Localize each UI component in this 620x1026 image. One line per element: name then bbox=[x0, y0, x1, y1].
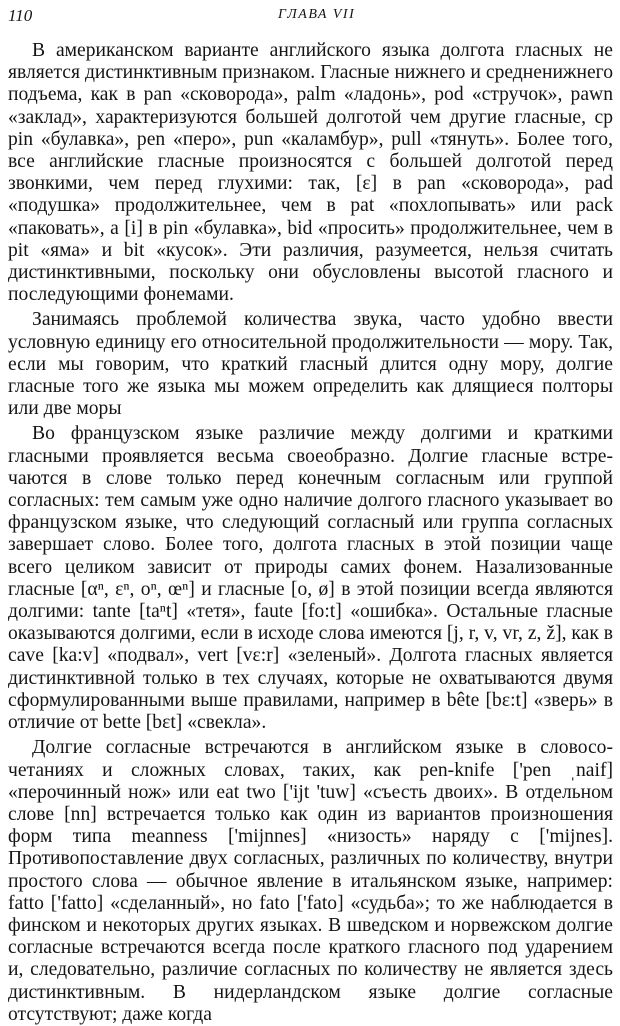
paragraph-french-vowels: Во французском языке различие между долгими и краткими гласными проявляется весьма своеобразно. Долгие гласные встречаются в слове только перед конечным согласным или группой согласных: тем самым уже одно наличие долгого гласного указывает во французском языке, что следующий согласный или группа согласных завершает слово. Более того, долгота гласных в этой позиции чаще всего целиком зависит от природы самих фонем. Назализованные гласные [αⁿ, εⁿ, oⁿ, œⁿ] и гласные [o, ø] в этой позиции всегда являются долгими: tante [taⁿt] «тетя», faute [fo:t] «ошибка». Остальные гласные оказываются долгими, если в исходе слова имеются [j, r, v, vr, z, ž], как в cave [ka:v] «подвал», vert [vε:r] «зеленый». Долгота гласных является дистинктивной только в тех случаях, которые не охватываются двумя сформулированными выше правилами, например в bête [bε:t] «зверь» в отличие от bette [bεt] «свекла». bbox=[8, 423, 613, 734]
page-number: 110 bbox=[8, 6, 33, 25]
page-header bbox=[8, 6, 608, 30]
body-text bbox=[8, 40, 613, 1026]
paragraph-long-consonants: Долгие согласные встречаются в английском языке в словосочетаниях и сложных словах, таких, как pen-knife ['pen ˌnaif] «перочинный нож» или eat two ['ijt 'tuw] «съесть двоих». В отдельном слове [nn] встречается только как один из вариантов произношения форм типа meanness ['mijnnes] «низость» наряду с ['mijnes]. Противопоставление двух согласных, различных по количеству, внутри простого слова — обычное явление в итальянском языке, например: fatto ['fatto] «сделанный», но fato ['fato] «судьба»; то же наблюдается в финском и некоторых других языках. В шведском и норвежском долгие согласные встречаются всегда после краткого гласного под ударением и, следовательно, различие согласных по количеству не является здесь дистинктивным. В нидерландском языке долгие согласные отсутствуют; даже когда bbox=[8, 737, 613, 1025]
paragraph-vowel-length-american: В американском варианте английского языка долгота гласных не является дистинктивным признаком. Гласные нижнего и средненижнего подъема, как в pan «сковорода», palm «ладонь», pod «стручок», pawn «заклад», характеризуются большей долготой чем другие гласные, ср pin «булавка», pen «перо», pun «каламбур», pull «тянуть». Более того, все английские гласные произносятся с большей долготой перед звонкими, чем перед глухими: так, [ε] в pan «сковорода», pad «подушка» продолжительнее, чем в pat «похлопывать» или pack «паковать», а [i] в pin «булавка», bid «просить» продолжительнее, чем в pit «яма» и bit «кусок». Эти различия, разумеется, нельзя считать дистинктивными, поскольку они обусловлены высотой гласного и последующими фонемами. bbox=[8, 40, 613, 306]
running-head: ГЛАВА VII bbox=[278, 7, 356, 22]
paragraph-mora: Занимаясь проблемой количества звука, часто удобно ввести условную единицу его относительной продолжительности — мору. Так, если мы говорим, что краткий гласный длится одну мору, долгие гласные того же языка мы можем определить как длящиеся полторы или две моры bbox=[8, 309, 613, 420]
